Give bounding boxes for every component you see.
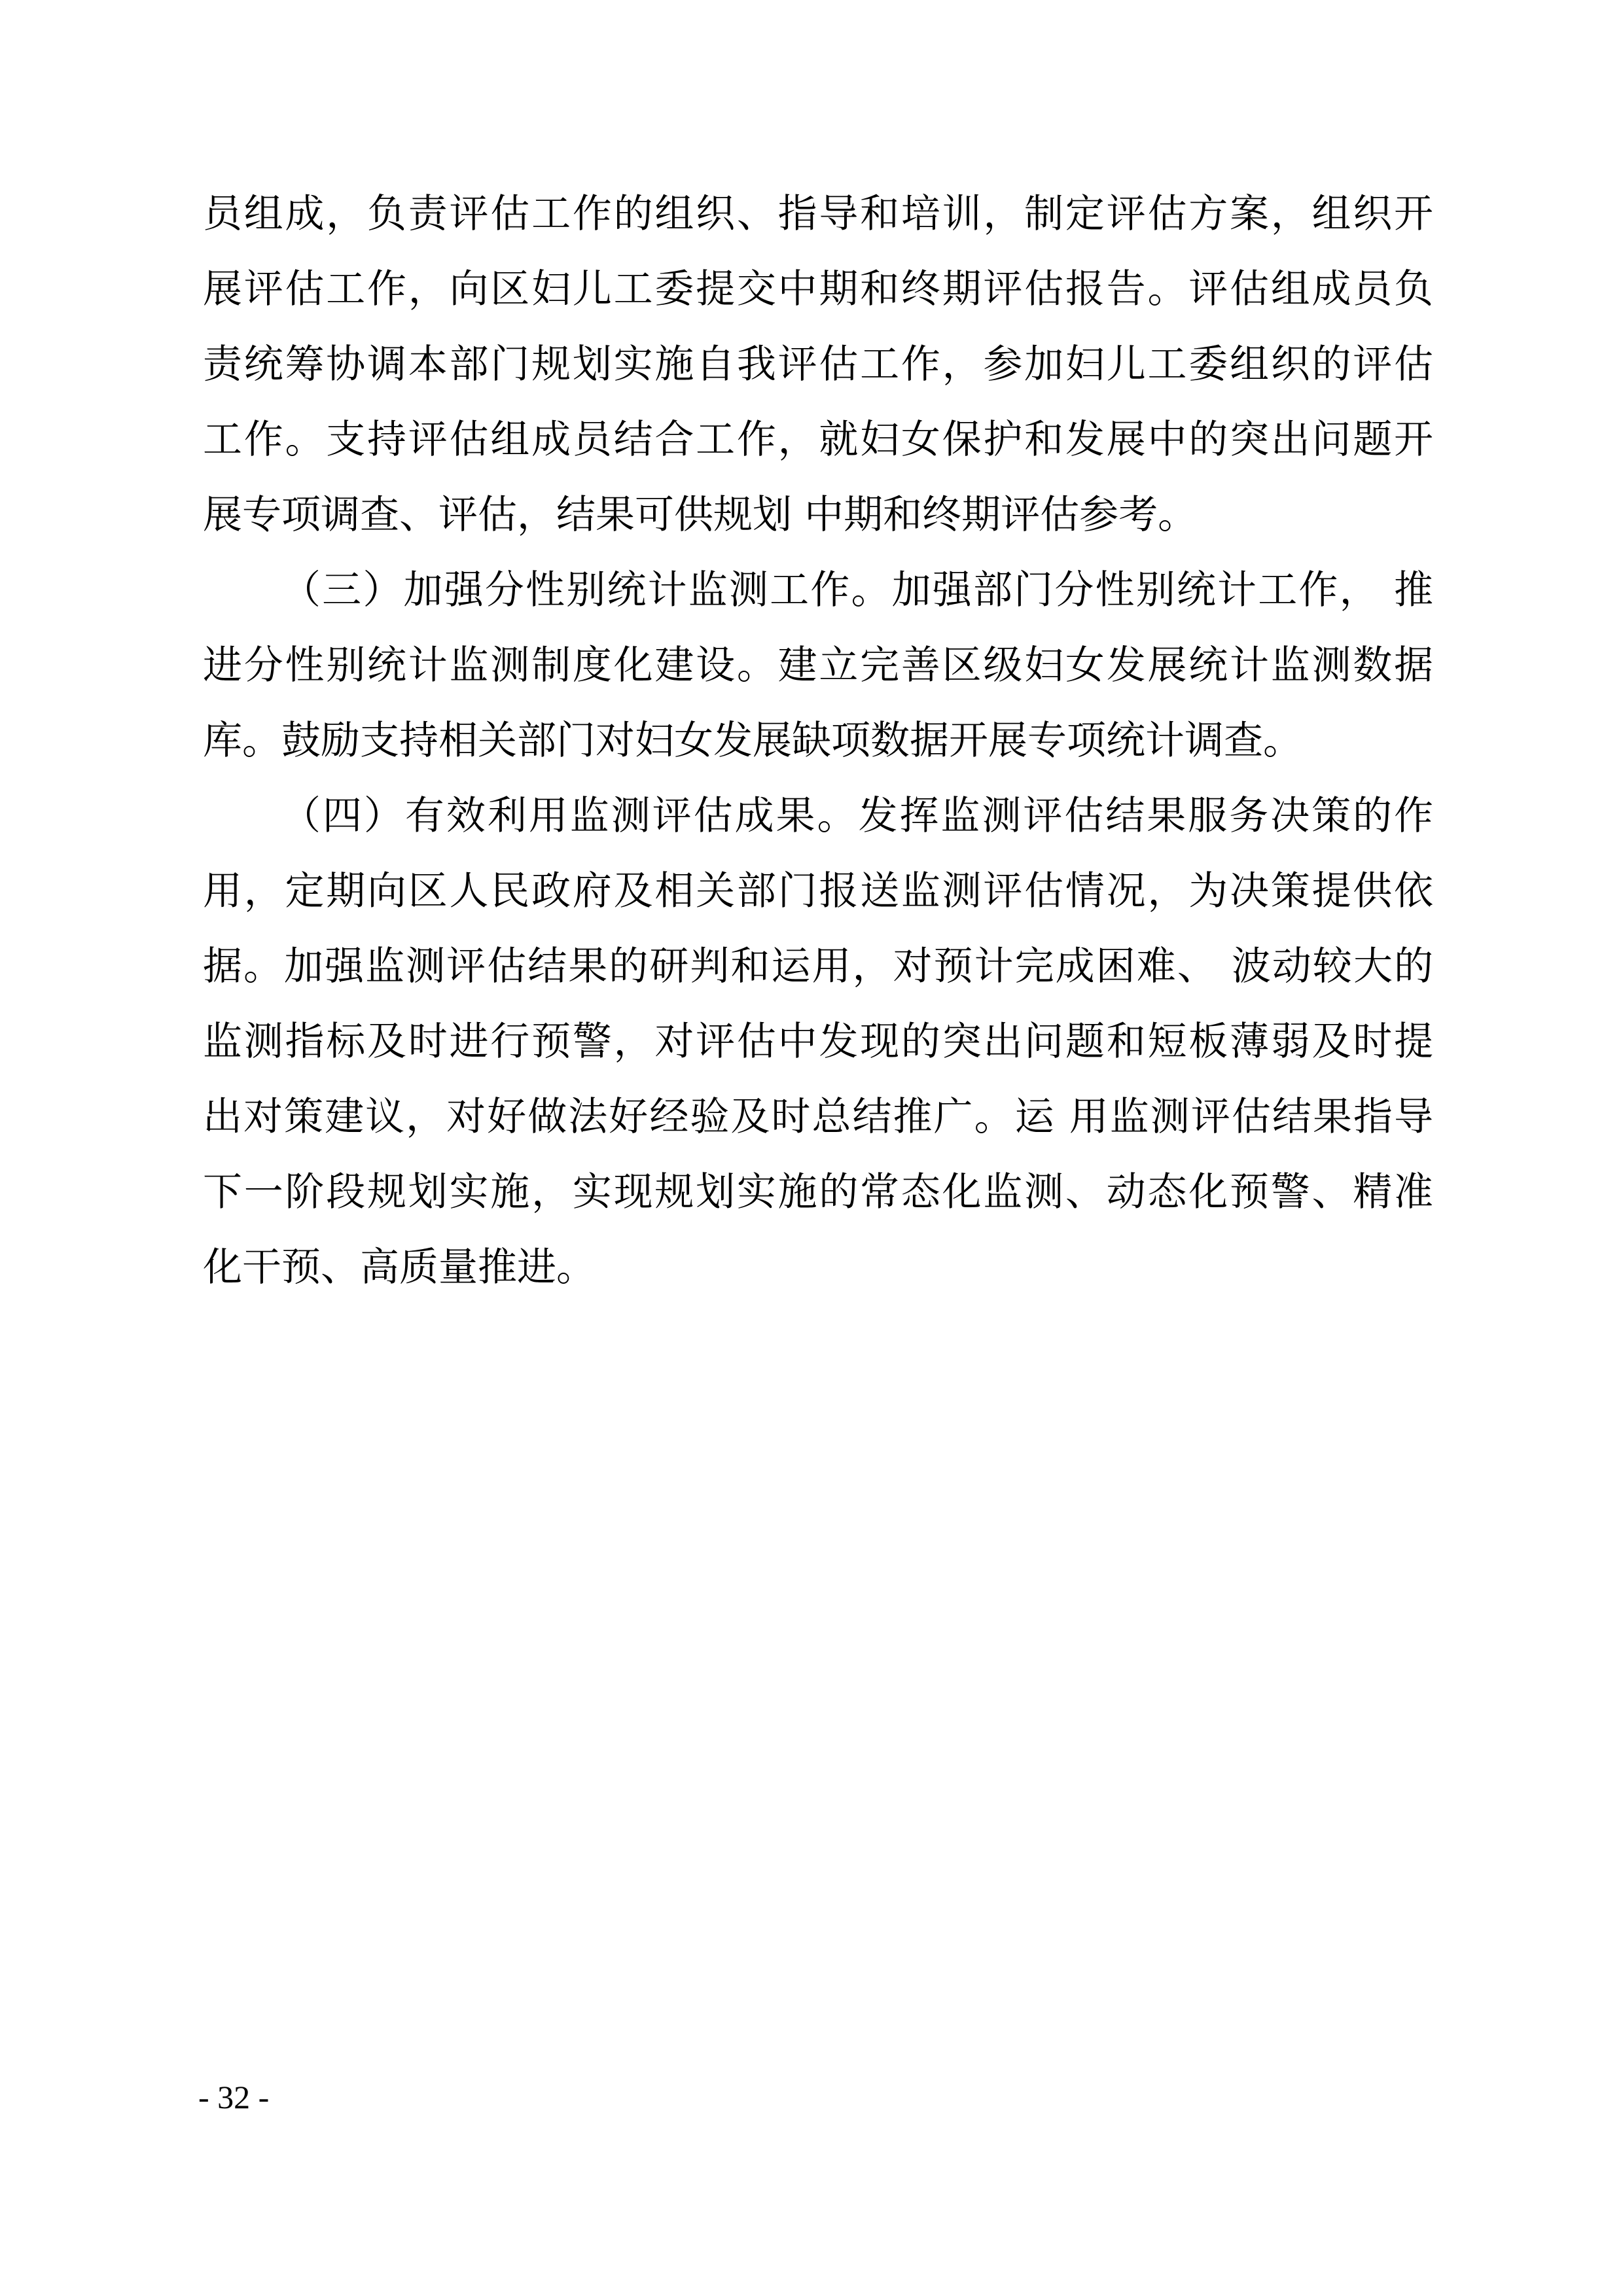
paragraph-3-line-3: 据。加强监测评估结果的研判和运用，对预计完成困难、 波动较大的 <box>203 944 1433 989</box>
paragraph-3-line-1: （四）有效利用监测评估成果。发挥监测评估结果服务决策的作 <box>281 793 1433 839</box>
page-number: - 32 - <box>198 2079 270 2115</box>
paragraph-3-line-5: 出对策建议，对好做法好经验及时总结推广。运 用监测评估结果指导 <box>203 1094 1433 1140</box>
paragraph-3-line-6: 下一阶段规划实施，实现规划实施的常态化监测、动态化预警、精准 <box>203 1169 1433 1215</box>
paragraph-1-line-3: 责统筹协调本部门规划实施自我评估工作，参加妇儿工委组织的评估 <box>203 342 1433 387</box>
paragraph-2-line-3: 库。鼓励支持相关部门对妇女发展缺项数据开展专项统计调查。 <box>203 718 1302 764</box>
paragraph-3-line-2: 用，定期向区人民政府及相关部门报送监测评估情况，为决策提供依 <box>203 868 1433 914</box>
paragraph-3-line-4: 监测指标及时进行预警，对评估中发现的突出问题和短板薄弱及时提 <box>203 1019 1433 1065</box>
paragraph-1-line-2: 展评估工作，向区妇儿工委提交中期和终期评估报告。评估组成员负 <box>203 266 1433 312</box>
paragraph-1-line-4: 工作。支持评估组成员结合工作，就妇女保护和发展中的突出问题开 <box>203 417 1433 463</box>
paragraph-3-line-7: 化干预、高质量推进。 <box>203 1245 596 1290</box>
paragraph-2-line-1: （三）加强分性别统计监测工作。加强部门分性别统计工作， 推 <box>281 567 1433 613</box>
paragraph-2-line-2: 进分性别统计监测制度化建设。建立完善区级妇女发展统计监测数据 <box>203 643 1433 688</box>
body-text <box>203 177 1433 1305</box>
paragraph-1-line-5: 展专项调查、评估，结果可供规划 中期和终期评估参考。 <box>203 492 1198 538</box>
paragraph-1-line-1: 员组成，负责评估工作的组织、指导和培训，制定评估方案，组织开 <box>203 191 1433 237</box>
